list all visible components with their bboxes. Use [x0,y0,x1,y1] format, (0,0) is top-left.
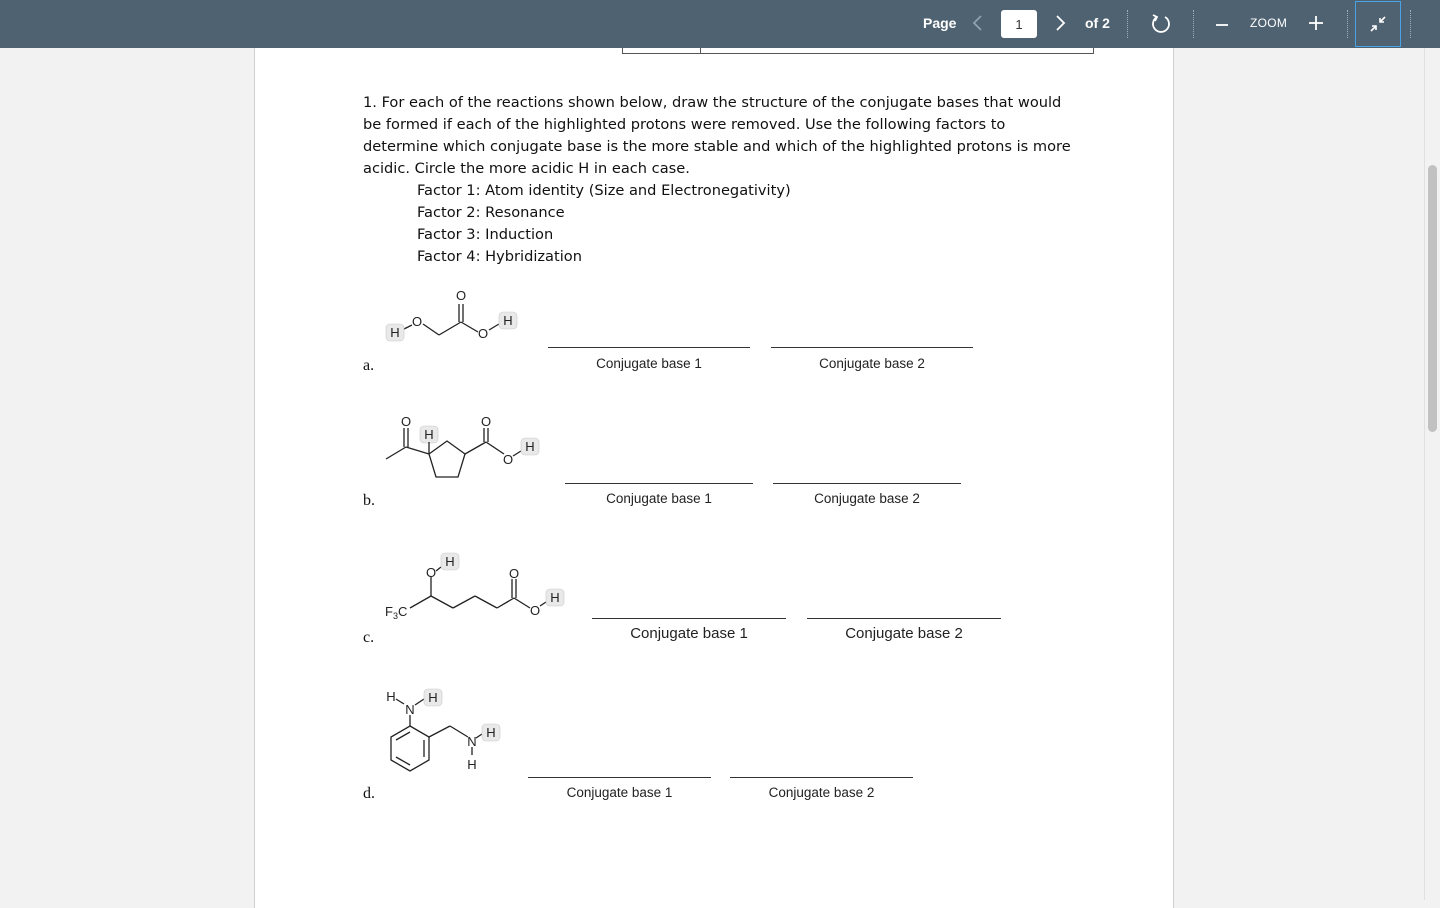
atom-label: O [508,566,520,581]
page-number-input[interactable] [1001,10,1037,38]
part-label-d: d. [363,785,375,802]
atom-label: O [502,452,514,467]
factor-item: Factor 2: Resonance [417,204,565,221]
atom-label: C [397,604,408,619]
atom-label: N [405,702,415,717]
header-table-divider [700,48,701,54]
exit-fullscreen-button[interactable] [1355,1,1401,47]
chevron-right-icon [1052,12,1068,34]
factor-item: Factor 1: Atom identity (Size and Electronegativity) [417,182,791,199]
caption-conjugate-base-1: Conjugate base 1 [566,785,673,800]
atom-label: O [425,565,437,580]
scrollbar-thumb[interactable] [1428,165,1437,432]
zoom-label: ZOOM [1250,16,1288,30]
document-page [254,48,1174,908]
factor-item: Factor 4: Hybridization [417,248,582,265]
chevron-left-icon [970,12,986,34]
molecule-a [375,286,535,348]
answer-line [528,777,711,778]
toolbar-divider [1193,10,1194,38]
atom-label: H [525,439,535,454]
header-table-fragment [622,48,1094,54]
toolbar-divider [1410,10,1411,38]
answer-line [730,777,913,778]
previous-page-button[interactable] [970,12,986,34]
atom-label: O [455,288,467,303]
collapse-icon [1367,13,1389,35]
atom-label: H [428,690,438,705]
viewer-toolbar [0,0,1440,48]
caption-conjugate-base-2: Conjugate base 2 [814,491,920,506]
toolbar-divider [1127,10,1128,38]
next-page-button[interactable] [1052,12,1068,34]
atom-label: O [480,414,492,429]
atom-label: F [385,604,393,619]
atom-label: O [400,414,412,429]
page-count: of 2 [1085,15,1110,31]
answer-line [548,347,750,348]
molecule-d [380,684,510,776]
atom-label: H [386,689,396,704]
atom-label: H [486,725,496,740]
part-label-c: c. [363,629,375,646]
answer-line [771,347,973,348]
caption-conjugate-base-2: Conjugate base 2 [768,785,875,800]
caption-conjugate-base-1: Conjugate base 1 [606,491,712,506]
part-label-a: a. [363,357,375,374]
zoom-in-button[interactable] [1306,13,1326,33]
zoom-out-button[interactable] [1213,14,1231,34]
caption-conjugate-base-1: Conjugate base 1 [630,625,748,642]
atom-label: O [477,326,489,341]
answer-line [773,483,961,484]
toolbar-divider [1347,10,1348,38]
caption-conjugate-base-2: Conjugate base 2 [819,356,925,371]
factor-item: Factor 3: Induction [417,226,554,243]
answer-line [565,483,753,484]
question-text: 1. For each of the reactions shown below, draw the structure of the conjugate bases that would be formed if each of the highlighted protons were removed. Use the following factors to determine which conjugate base is the more stable and which of the highlighted protons is more acidic. Circle the more acidic H in each case. [363,94,1071,177]
atom-label: H [550,590,560,605]
atom-label: H [445,554,455,569]
atom-label: H [503,313,513,328]
rotate-button[interactable] [1149,12,1173,36]
atom-label: H [424,427,434,442]
answer-line [592,618,786,619]
atom-subscript: 3 [392,611,398,621]
plus-icon [1306,13,1326,33]
atom-label: O [411,314,423,329]
page-label: Page [923,15,957,31]
part-label-b: b. [363,492,375,509]
svg-text:F3C [385,604,407,621]
rotate-icon [1149,12,1173,36]
atom-label: H [390,325,400,340]
caption-conjugate-base-2: Conjugate base 2 [845,625,963,642]
molecule-b [380,414,550,486]
molecule-c [380,552,575,624]
caption-conjugate-base-1: Conjugate base 1 [596,356,702,371]
atom-label: N [467,734,477,749]
atom-label: O [529,603,541,618]
atom-label: H [467,757,477,772]
minus-icon [1213,14,1231,34]
factor-list [417,180,791,268]
answer-line [807,618,1001,619]
